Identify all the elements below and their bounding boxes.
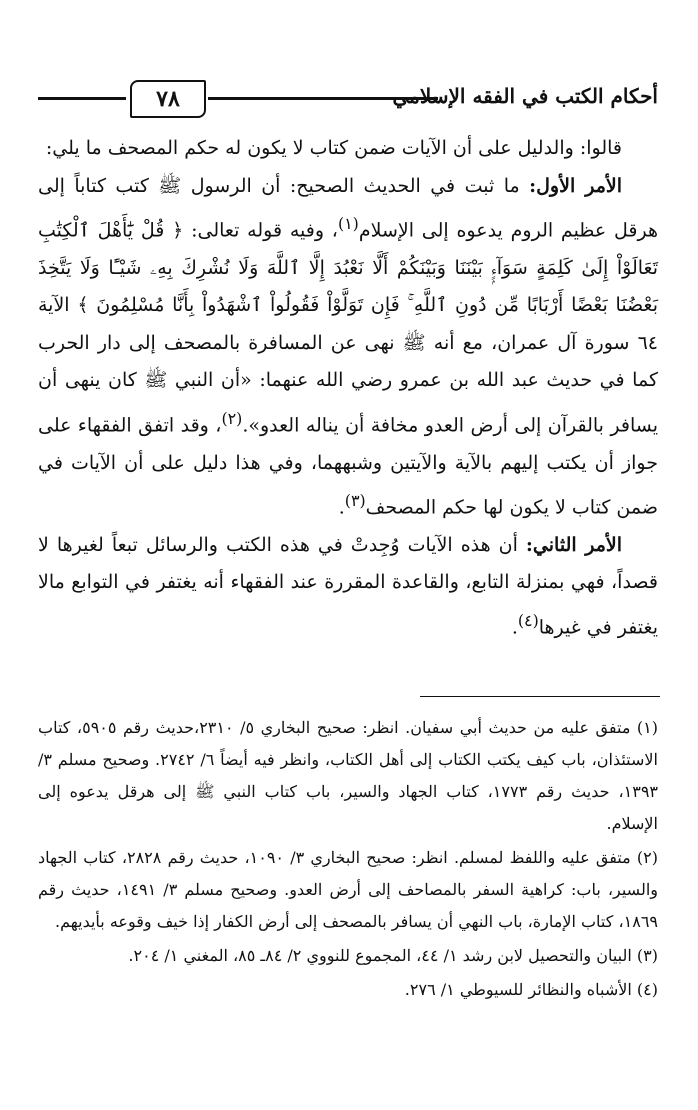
footnotes xyxy=(38,712,658,1008)
running-title: أحكام الكتب في الفقه الإسلامي xyxy=(392,84,658,108)
paragraph-second-point xyxy=(38,527,658,647)
first-point-text-a: ما ثبت في الحديث الصحيح: أن الرسول ﷺ كتب كتاباً إلى هرقل عظيم الروم يدعوه إلى الإسلام xyxy=(38,174,659,242)
second-point-text-a: أن هذه الآيات وُجِدتْ في هذه الكتب والرسائل تبعاً لغيرها لا قصداً، فهي بمنزلة التابع، والقاعدة المقررة عند الفقهاء أنه يغتفر في التوابع مالا يغتفر في غيرها xyxy=(38,533,658,639)
paragraph-first-point xyxy=(38,168,658,527)
page-header xyxy=(38,80,658,120)
footnote-4: (٤) الأشباه والنظائر للسيوطي ١/ ٢٧٦. xyxy=(404,980,658,999)
quran-verse: ﴿ قُلْ يَٰٓأَهْلَ ٱلْكِتَٰبِ تَعَالَوْاْ إِلَىٰ كَلِمَةٍ سَوَآءٍۭ بَيْنَنَا وَبَيْنَكُمْ أَلَّا نَعْبُدَ إِلَّا ٱللَّهَ وَلَا نُشْرِكَ بِهِۦ شَيْـًٔا وَلَا يَتَّخِذَ بَعْضُنَا بَعْضًا أَرْبَابًا مِّن دُونِ ٱللَّهِ ۚ فَإِن تَوَلَّوْاْ فَقُولُواْ ٱشْهَدُواْ بِأَنَّا مُسْلِمُونَ ﴾ xyxy=(38,219,658,317)
second-point-text-b: . xyxy=(511,616,518,639)
paragraph-intro xyxy=(38,130,658,168)
footnote-2: (٢) متفق عليه واللفظ لمسلم. انظر: صحيح البخاري ٣/ ١٠٩٠، حديث رقم ٢٨٢٨، كتاب الجهاد والسير، باب: كراهية السفر بالمصاحف إلى أرض العدو. وصحيح مسلم ٣/ ١٤٩١، حديث رقم ١٨٦٩، كتاب الإمارة، باب النهي أن يسافر بالمصحف إلى أرض الكفار إذا خيف وقوعه بأيديهم. xyxy=(38,848,659,931)
body-text xyxy=(38,130,658,647)
page-number-box: ٧٨ xyxy=(130,80,206,118)
intro-text: قالوا: والدليل على أن الآيات ضمن كتاب لا يكون له حكم المصحف ما يلي: xyxy=(45,137,622,159)
footnote-ref-1: (١) xyxy=(337,214,359,233)
footnote-3: (٣) البيان والتحصيل لابن رشد ١/ ٤٤، المجموع للنووي ٢/ ٨٤ـ ٨٥، المغني ١/ ٢٠٤. xyxy=(128,946,658,965)
footnote-ref-3: (٣) xyxy=(344,491,366,511)
first-point-text-c: الآية ٦٤ سورة آل عمران، مع أنه ﷺ نهى عن المسافرة بالمصحف إلى دار الحرب كما في حديث عبد الله بن عمرو رضي الله عنهما: «أن النبي ﷺ كان ينهى أن يسافر بالقرآن إلى أرض العدو مخافة أن يناله العدو». xyxy=(38,294,658,437)
header-rule-right xyxy=(208,97,438,100)
first-point-text-b: ، وفيه قوله تعالى: xyxy=(183,219,338,242)
first-point-heading: الأمر الأول: xyxy=(529,174,623,197)
footnote-separator xyxy=(420,696,660,697)
footnote-ref-4: (٤) xyxy=(517,610,539,630)
first-point-text-e: . xyxy=(338,496,345,519)
first-point-text-d: ، وقد اتفق الفقهاء على جواز أن يكتب إليهم بالآية والآيتين وشبههما، وفي هذا دليل على أن الآيات في ضمن كتاب لا يكون لها حكم المصحف xyxy=(38,414,658,519)
second-point-heading: الأمر الثاني: xyxy=(525,533,622,556)
header-rule-left xyxy=(38,97,126,100)
footnote-ref-2: (٢) xyxy=(221,408,243,428)
footnote-1: (١) متفق عليه من حديث أبي سفيان. انظر: صحيح البخاري ٥/ ٢٣١٠،حديث رقم ٥٩٠٥، كتاب الاستئذان، باب كيف يكتب الكتاب إلى أهل الكتاب، وانظر فيه أيضاً ٦/ ٢٧٤٢. وصحيح مسلم ٣/ ١٣٩٣، حديث رقم ١٧٧٣، كتاب الجهاد والسير، باب كتاب النبي ﷺ إلى هرقل يدعوه إلى الإسلام. xyxy=(38,718,659,833)
